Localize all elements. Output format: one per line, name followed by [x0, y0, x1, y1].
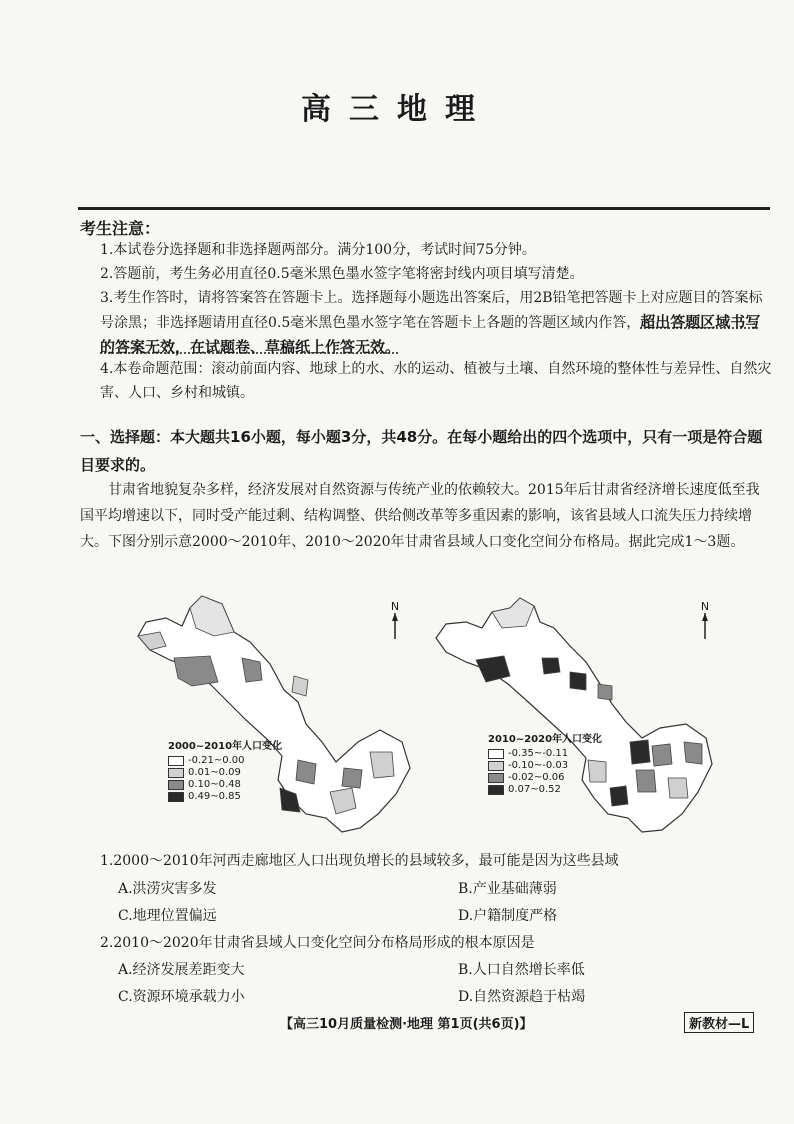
map2-region-10 [668, 778, 688, 798]
question-1-stem: 1.2000～2010年河西走廊地区人口出现负增长的县域较多，最可能是因为这些县域 [100, 853, 619, 869]
north-arrow-icon [700, 613, 710, 639]
map2-region-7 [652, 744, 672, 766]
north-arrow-1 [390, 600, 400, 642]
map1-region-8 [370, 752, 394, 778]
legend-swatch [488, 785, 504, 795]
section-title: 一、选择题：本大题共16小题，每小题3分，共48分。在每小题给出的四个选项中，只有一项是符合题目要求的。 [80, 428, 763, 474]
notice-item-3-emphasis: 超出答题区域书写的答案无效，在试题卷、草稿纸上作答无效。 [100, 313, 761, 356]
notice-item-3 [100, 286, 772, 360]
map2-region-4 [598, 684, 612, 700]
header-rule [78, 207, 770, 210]
legend-title-1: 2000~2010年人口变化 [168, 741, 283, 752]
question-2-stem: 2.2010～2020年甘肃省县域人口变化空间分布格局形成的根本原因是 [100, 935, 535, 951]
legend-swatch [488, 761, 504, 771]
map2-region-2 [542, 658, 560, 674]
question-2-option-b: B.人口自然增长率低 [458, 962, 585, 978]
map2-region-9 [636, 770, 656, 792]
question-1-option-c: C.地理位置偏远 [118, 908, 217, 924]
notice-heading: 考生注意： [80, 219, 161, 238]
question-stem: 甘肃省地貌复杂多样，经济发展对自然资源与传统产业的依赖较大。2015年后甘肃省经济增长速度低至我国平均增速以下，同时受产能过剩、结构调整、供给侧改革等多重因素的影响，该省县域人口流失压力持续增大。下图分别示意2000～2010年、2010～2020年甘肃省县域人口变化空间分布格局。据此完成1～3题。 [80, 482, 760, 550]
legend-label: -0.02~0.06 [508, 772, 565, 783]
page-title: 高三地理 [301, 92, 493, 127]
page-footer: 【高三10月质量检测·地理 第1页(共6页)】 [280, 1017, 533, 1032]
legend-row [488, 760, 602, 772]
legend-label: 0.49~0.85 [188, 791, 241, 802]
legend-row [488, 748, 602, 760]
notice-item-3-text: 3.考生作答时，请将答案答在答题卡上。选择题每小题选出答案后，用2B铅笔把答题卡上对应题目的答案标号涂黑；非选择题请用直径0.5毫米黑色墨水签字笔在答题卡上各题的答题区域内作答， [100, 290, 763, 331]
question-1-option-a: A.洪涝灾害多发 [118, 881, 217, 897]
map2-region-3 [570, 672, 586, 690]
question-2-option-a: A.经济发展差距变大 [118, 962, 245, 978]
notice-item-2: 2.答题前，考生务必用直径0.5毫米黑色墨水签字笔将密封线内项目填写清楚。 [100, 266, 584, 282]
north-arrow-2 [700, 600, 710, 642]
legend-row [168, 755, 282, 767]
legend-label: 0.07~0.52 [508, 784, 561, 795]
map2-region-8 [610, 786, 628, 806]
north-label-1: N [390, 600, 400, 613]
edition-tag: 新教材—L [684, 1012, 754, 1033]
legend-2000-2010 [168, 741, 282, 803]
map1-region-4 [292, 676, 308, 696]
question-1-option-b: B.产业基础薄弱 [458, 881, 557, 897]
map1-region-6 [296, 760, 316, 784]
map2-region-6 [630, 740, 650, 764]
question-2-option-d: D.自然资源趋于枯竭 [458, 989, 586, 1005]
gansu-map-2010-2020 [430, 592, 730, 840]
map2-region-11 [684, 742, 702, 764]
map1-region-3 [242, 658, 262, 682]
map1-region-2 [174, 656, 218, 686]
legend-label: 0.01~0.09 [188, 767, 241, 778]
notice-item-4: 4.本卷命题范围：滚动前面内容、地球上的水、水的运动、植被与土壤、自然环境的整体性与差异性、自然灾害、人口、乡村和城镇。 [100, 361, 772, 401]
legend-swatch [168, 756, 184, 766]
legend-title-2: 2010~2020年人口变化 [488, 734, 603, 745]
legend-label: -0.10~-0.03 [508, 760, 569, 771]
map1-region-9 [342, 768, 362, 788]
legend-label: -0.35~-0.11 [508, 748, 569, 759]
legend-2010-2020 [488, 734, 602, 796]
legend-swatch [168, 768, 184, 778]
question-2-option-c: C.资源环境承载力小 [118, 989, 245, 1005]
legend-row [488, 772, 602, 784]
legend-row [168, 767, 282, 779]
legend-swatch [488, 749, 504, 759]
legend-row [488, 784, 602, 796]
north-label-2: N [700, 600, 710, 613]
question-1-option-d: D.户籍制度严格 [458, 908, 558, 924]
legend-swatch [168, 780, 184, 790]
legend-swatch [168, 792, 184, 802]
notice-item-1: 1.本试卷分选择题和非选择题两部分。满分100分，考试时间75分钟。 [100, 242, 536, 258]
legend-row [168, 791, 282, 803]
legend-label: -0.21~0.00 [188, 755, 245, 766]
legend-row [168, 779, 282, 791]
north-arrow-icon [390, 613, 400, 639]
legend-label: 0.10~0.48 [188, 779, 241, 790]
legend-swatch [488, 773, 504, 783]
